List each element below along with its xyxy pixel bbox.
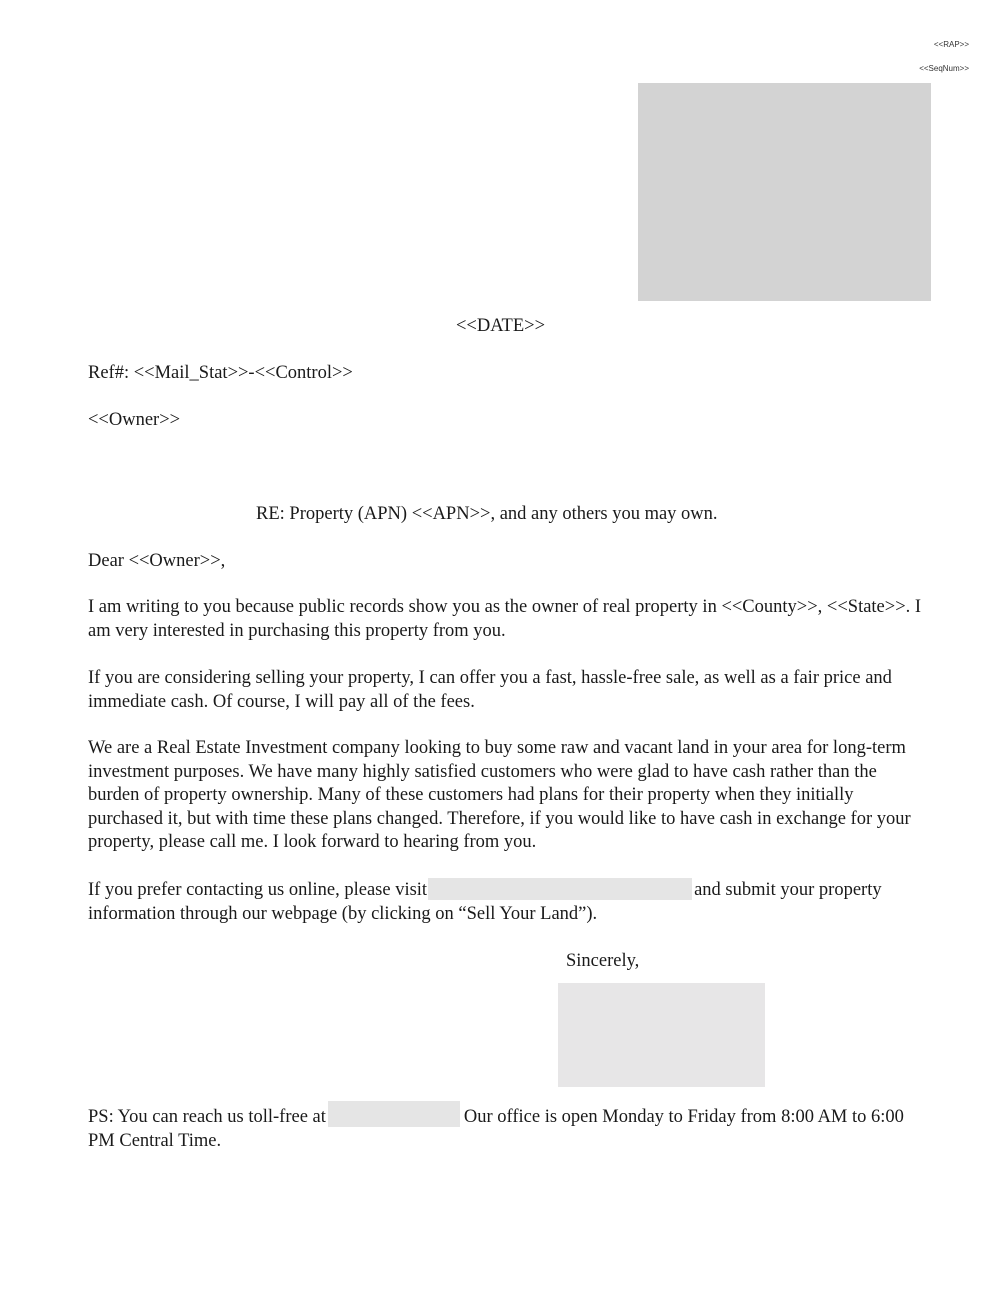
closing: Sincerely, (566, 951, 640, 971)
ps-text-end: Our office is open Monday to Friday from 8:00 AM to 6:00 PM Central Time. (88, 1107, 904, 1151)
paragraph-offer: If you are considering selling your property, I can offer you a fast, hassle-free sale, as well as a fair price and immediate cash. Of course, I will pay all of the fees. (88, 668, 892, 712)
salutation: Dear <<Owner>>, (88, 551, 226, 571)
paragraph-intro: I am writing to you because public records show you as the owner of real property in <<County>>, <<State>>. I am very interested in purchasing this property from you. (88, 597, 922, 641)
seq-num-code: <<SeqNum>> (919, 64, 969, 73)
paragraph-company: We are a Real Estate Investment company looking to buy some raw and vacant land in your area for long-term investment purposes. We have many highly satisfied customers who were glad to have cash rather than the burden of property ownership. Many of these customers had plans for their property when they initially purchased it, but with time these plans changed. Therefore, if you would like to have cash in exchange for your property, please call me. I look forward to hearing from you. (88, 738, 911, 852)
phone-redaction (328, 1101, 460, 1127)
paragraph-online (88, 878, 928, 926)
reference-number: Ref#: <<Mail_Stat>>-<<Control>> (88, 363, 353, 383)
rap-code: <<RAP>> (933, 40, 969, 49)
signature-redaction (558, 983, 765, 1087)
owner-name: <<Owner>> (88, 410, 181, 430)
website-redaction (428, 878, 692, 900)
online-text-start: If you prefer contacting us online, please visit (88, 880, 428, 900)
re-line: RE: Property (APN) <<APN>>, and any others you may own. (256, 504, 718, 524)
letter-date: <<DATE>> (456, 316, 546, 336)
address-redaction (638, 83, 931, 301)
postscript (88, 1101, 928, 1153)
online-text-end: and submit your property information through our webpage (by clicking on “Sell Your Land”). (88, 880, 882, 924)
ps-text-start: PS: You can reach us toll-free at (88, 1107, 326, 1127)
